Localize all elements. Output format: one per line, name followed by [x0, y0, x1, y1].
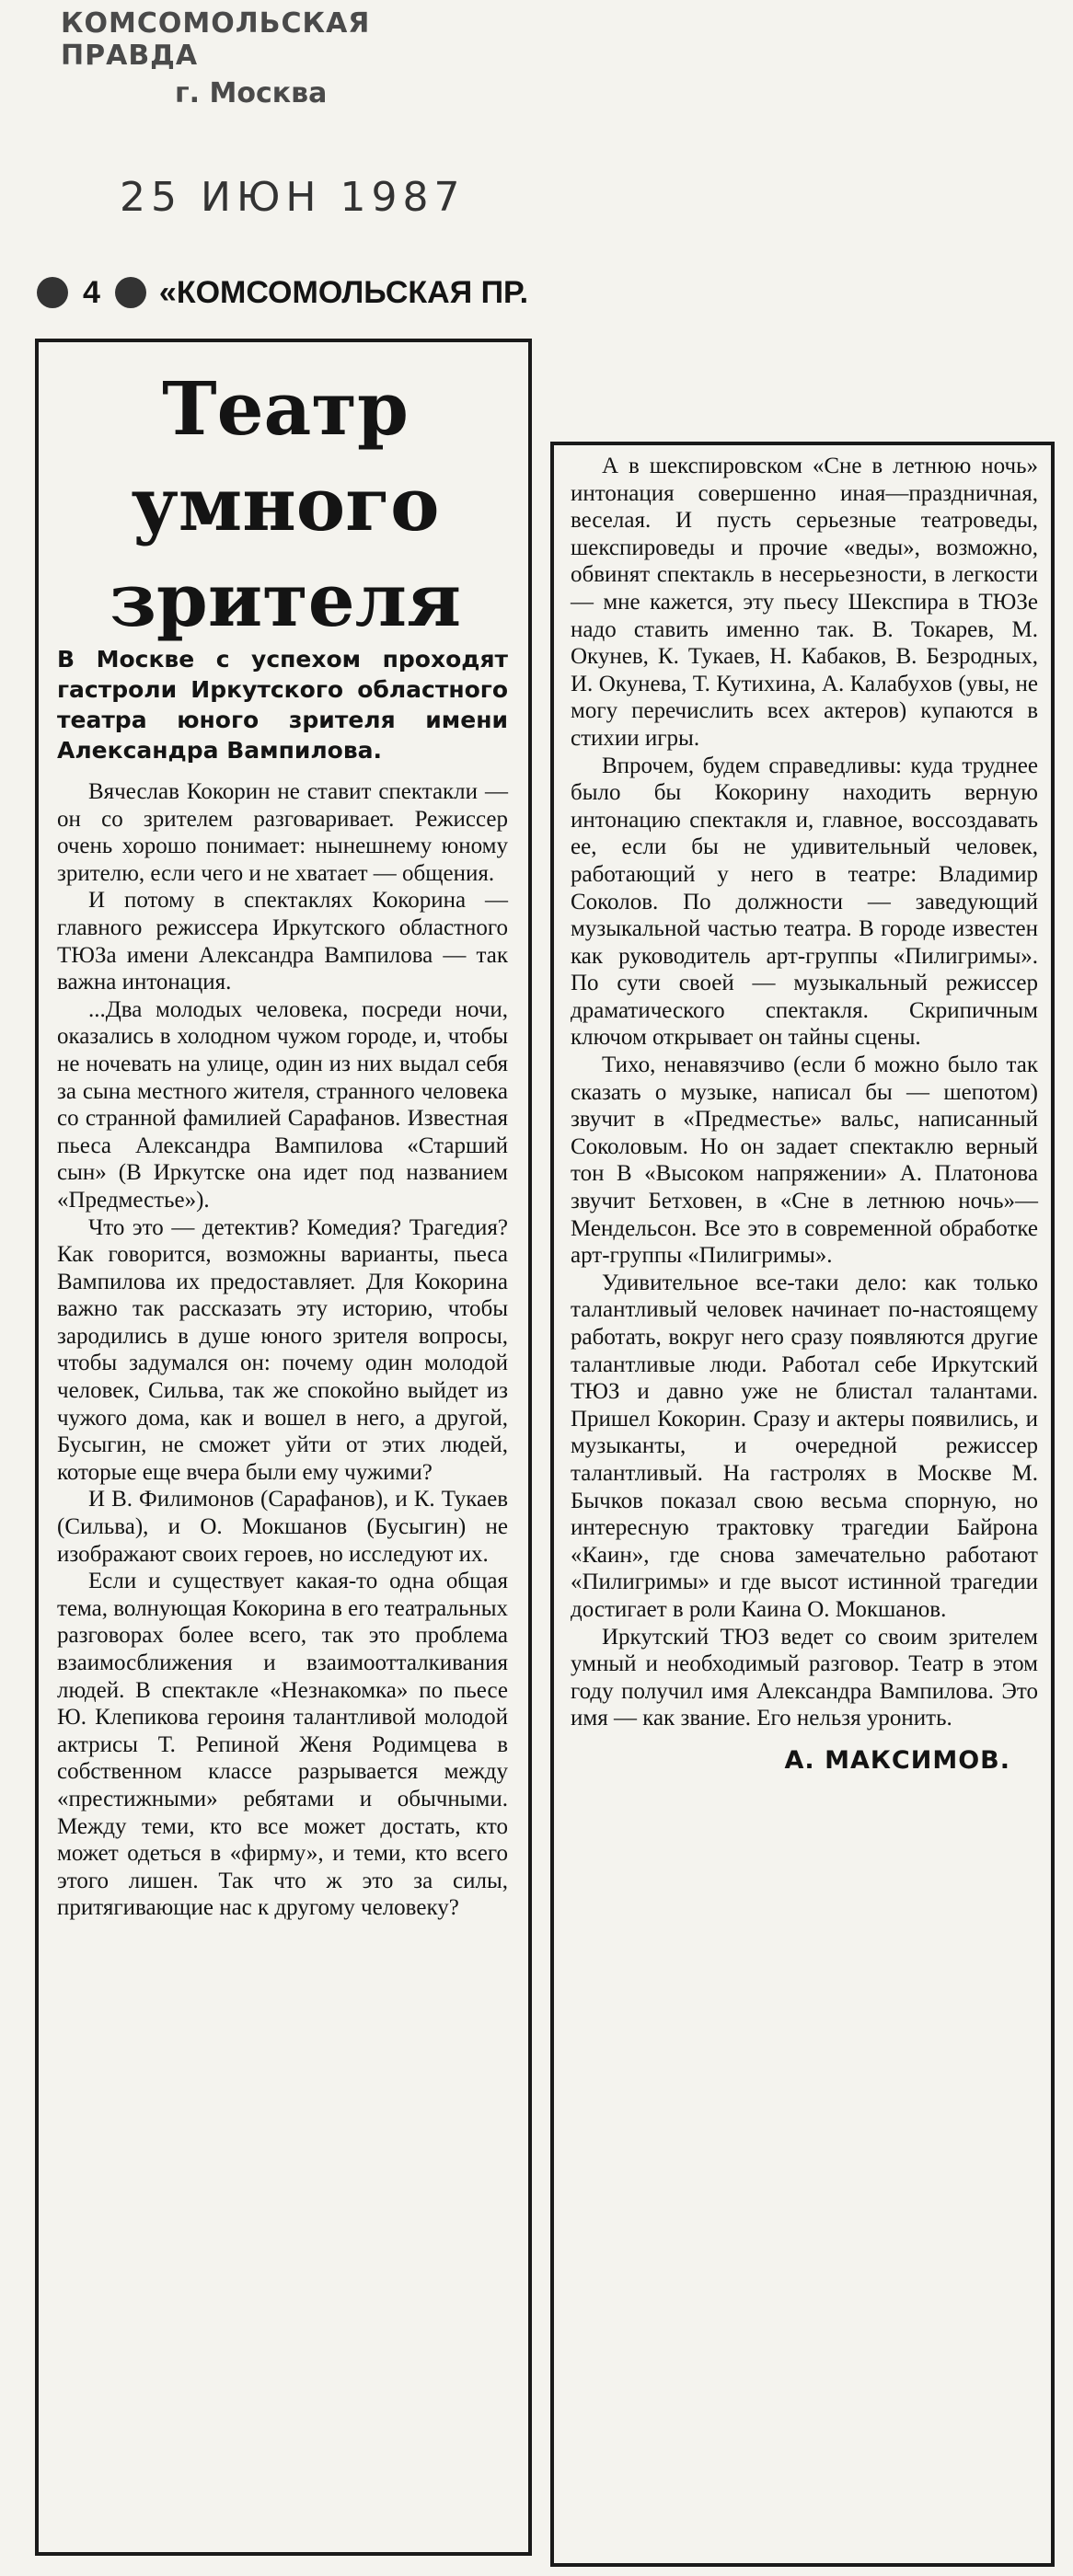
paragraph: Вячеслав Кокорин не ставит спектакли — он со зрителем разговаривает. Режиссер очень хорошо понимает: нынешнему юному зрителю, если чего и не хватает — общения. — [57, 779, 508, 886]
archive-stamp — [37, 7, 515, 221]
paragraph: Если и существует какая-то одна общая тема, волнующая Кокорина в его театральных разговорах более всего, так это проблема взаимосближения и взаимоотталкивания людей. В спектакле «Незнакомка» по пьесе Ю. Клепикова героиня талантливой молодой актрисы Т. Репиной Женя Родимцева в собственном классе разрывается между «престижными» ребятами и обычными. Между теми, кто все может достать, кто может одеться в «фирму», и теми, кто всего этого лишен. Так что ж это за силы, притягивающие нас к другому человеку? — [57, 1569, 509, 1921]
title-line: зрителя — [109, 557, 462, 643]
title-line: умного — [131, 461, 440, 547]
paragraph: ...Два молодых человека, посреди ночи, оказались в холодном чужом городе, и, чтобы не ночевать на улице, один из них выдал себя за сына местного жителя, странного человека со странной фамилией Сарафанов. Известная пьеса Александра Вампилова «Старший сын» (В Иркутске она идет под названием «Предместье»). — [57, 996, 508, 1213]
paragraph: И потому в спектаклях Кокорина — главного режиссера Иркутского областного ТЮЗа имени Александра Вампилова — так важна интонация. — [57, 888, 508, 995]
paragraph: Удивительное все-таки дело: как только талантливый человек начинает по-настоящему работать, вокруг него сразу появляются другие талантливые люди. Работал себе Иркутский ТЮЗ и давно уже не блистал талантами. Пришел Кокорин. Сразу и актеры появились, и музыканты, и очередной режиссер талантливый. На гастролях в Москве М. Бычков показал свою весьма спорную, но интересную трактовку трагедии Байрона «Каин», где снова замечательно работают «Пилигримы» и где высот истинной трагедии достигает в роли Каина О. Мокшанов. — [571, 1270, 1038, 1622]
article-lead: В Москве с успехом проходят гастроли Иркутского областного театра юного зрителя имени Александра Вампилова. — [57, 646, 508, 764]
bullet-dot-icon — [37, 277, 68, 308]
article-column-right — [571, 453, 1038, 1775]
bullet-dot-icon — [115, 277, 146, 308]
paragraph: Что это — детектив? Комедия? Трагедия? Как говорится, возможны варианты, пьеса Вампилова их предоставляет. Для Кокорина важно так рассказать эту историю, чтобы зародились в душе юного зрителя вопросы, чтобы задумался он: почему один молодой человек, Сильва, так же спокойно выйдет из чужого дома, как и вошел в него, а другой, Бусыгин, не сможет уйти от этих людей, которые еще вчера были ему чужими? — [57, 1214, 508, 1485]
paragraph: И В. Филимонов (Сарафанов), и К. Тукаев (Сильва), и О. Мокшанов (Бусыгин) не изображают своих героев, но исследуют их. — [57, 1487, 508, 1567]
article-title — [55, 361, 515, 648]
running-head-paper: «КОМСОМОЛЬСКАЯ ПР. — [158, 274, 529, 310]
article-column-left — [57, 778, 508, 1922]
paragraph: А в шекспировском «Сне в летнюю ночь» интонация совершенно иная—праздничная, веселая. И пусть серьезные театроведы, шекспироведы и прочие «веды», возможно, обвинят спектакль в несерьезности, в легкости — мне кажется, эту пьесу Шекспира в ТЮЗе надо ставить именно так. В. Токарев, М. Окунев, К. Тукаев, Н. Кабаков, В. Безродных, И. Окунева, Т. Кутихина, А. Калабухов (увы, не могу перечислить всех актеров) купаются в стихии игры. — [571, 454, 1038, 751]
stamp-city: г. Москва — [175, 77, 328, 109]
paragraph: Тихо, ненавязчиво (если б можно было так сказать о музыке, написал бы — шепотом) звучит в «Предместье» вальс, написанный Соколовым. Но он задает спектаклю верный тон В «Высоком напряжении» А. Платонова звучит Бетховен, в «Сне в летнюю ночь»— Мендельсон. Все это в современной обработке арт-группы «Пилигримы». — [571, 1052, 1038, 1269]
stamp-paper-name: КОМСОМОЛЬСКАЯ ПРАВДА — [61, 7, 371, 72]
stamp-date: 25 ИЮН 1987 — [120, 174, 466, 221]
page-number: 4 — [83, 274, 100, 310]
author-signature: А. МАКСИМОВ. — [784, 1745, 1010, 1775]
running-head — [37, 265, 552, 320]
title-line: Театр — [162, 365, 409, 452]
paragraph: Впрочем, будем справедливы: куда труднее было бы Кокорину находить верную интонацию спектакля и, главное, воссоздавать ее, если бы не удивительный человек, работающий у него в театре: Владимир Соколов. По должности — заведующий музыкальной частью театра. В городе известен как руководитель арт-группы «Пилигримы». По сути своей — музыкальный режиссер драматического спектакля. Скрипичным ключом открывает он тайны сцены. — [571, 753, 1038, 1051]
paragraph: Иркутский ТЮЗ ведет со своим зрителем умный и необходимый разговор. Театр в этом году получил имя Александра Вампилова. Это имя — как звание. Его нельзя уронить. — [571, 1624, 1038, 1731]
